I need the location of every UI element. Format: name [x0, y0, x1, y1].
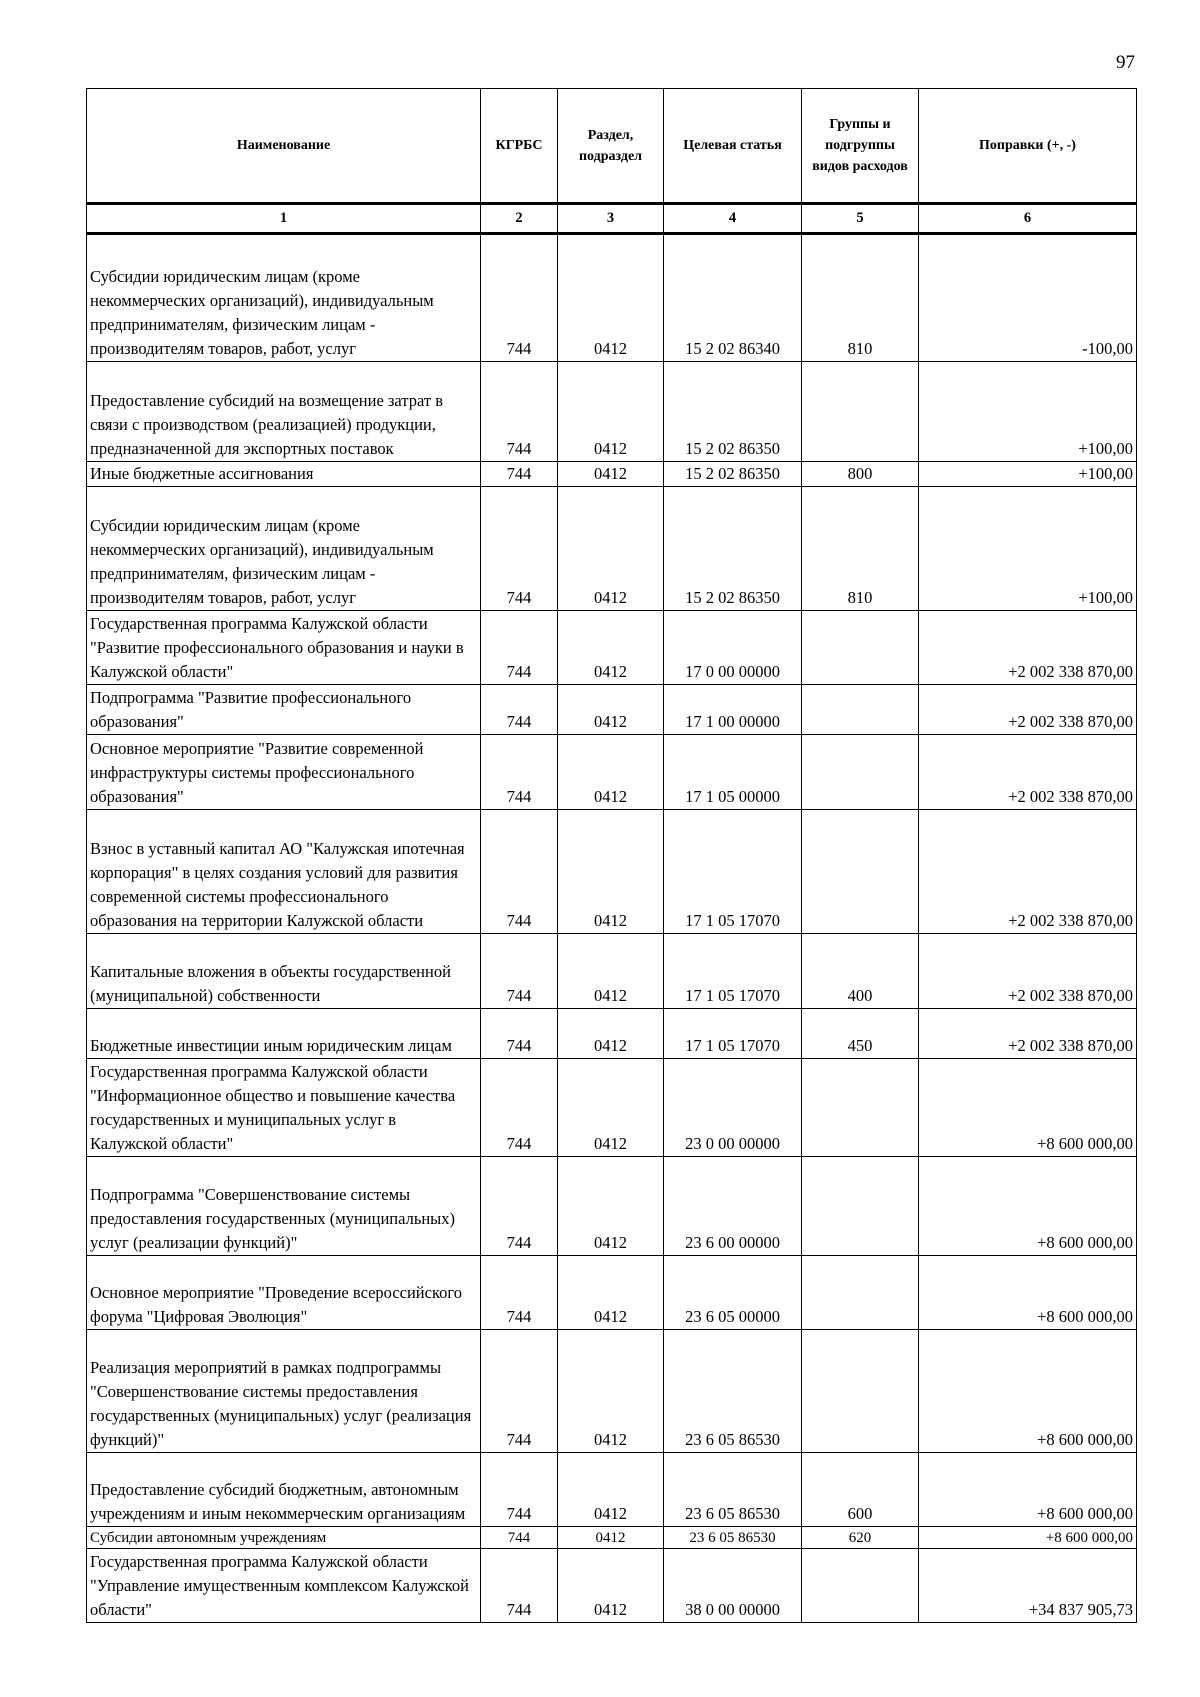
row-kgrbs: 744	[481, 1157, 558, 1256]
row-section: 0412	[558, 934, 664, 1009]
row-target: 15 2 02 86350	[664, 462, 802, 487]
table-row	[87, 611, 1137, 685]
row-group	[802, 685, 919, 735]
row-kgrbs: 744	[481, 1330, 558, 1453]
row-group	[802, 1157, 919, 1256]
row-target: 17 1 05 00000	[664, 735, 802, 810]
column-number: 3	[558, 204, 664, 234]
row-amount: +100,00	[919, 487, 1137, 611]
row-kgrbs: 744	[481, 487, 558, 611]
row-name: Иные бюджетные ассигнования	[87, 462, 481, 487]
table-row	[87, 487, 1137, 611]
row-name: Предоставление субсидий бюджетным, автономным учреждениям и иным некоммерческим организациям	[87, 1453, 481, 1527]
row-kgrbs: 744	[481, 735, 558, 810]
row-kgrbs: 744	[481, 1256, 558, 1330]
row-section: 0412	[558, 1549, 664, 1623]
row-target: 17 1 05 17070	[664, 810, 802, 934]
row-group	[802, 1256, 919, 1330]
row-amount: +8 600 000,00	[919, 1157, 1137, 1256]
row-kgrbs: 744	[481, 234, 558, 362]
table-row	[87, 362, 1137, 462]
page-number: 97	[1116, 52, 1135, 73]
row-target: 23 6 05 86530	[664, 1453, 802, 1527]
table-header-row	[87, 89, 1137, 204]
row-section: 0412	[558, 810, 664, 934]
row-amount: +8 600 000,00	[919, 1527, 1137, 1549]
column-number: 5	[802, 204, 919, 234]
row-target: 23 6 05 86530	[664, 1527, 802, 1549]
row-kgrbs: 744	[481, 1453, 558, 1527]
row-section: 0412	[558, 362, 664, 462]
row-section: 0412	[558, 234, 664, 362]
row-group	[802, 1059, 919, 1157]
row-section: 0412	[558, 1453, 664, 1527]
row-kgrbs: 744	[481, 1549, 558, 1623]
table-row	[87, 234, 1137, 362]
header-name: Наименование	[87, 89, 481, 204]
table-row	[87, 1527, 1137, 1549]
row-group	[802, 735, 919, 810]
row-group	[802, 362, 919, 462]
row-name: Предоставление субсидий на возмещение затрат в связи с производством (реализацией) продукции, предназначенной для экспортных поставок	[87, 362, 481, 462]
row-kgrbs: 744	[481, 1059, 558, 1157]
row-kgrbs: 744	[481, 1527, 558, 1549]
row-amount: +100,00	[919, 462, 1137, 487]
row-name: Субсидии юридическим лицам (кроме некоммерческих организаций), индивидуальным предпринимателям, физическим лицам - производителям товаров, работ, услуг	[87, 487, 481, 611]
table-row	[87, 1330, 1137, 1453]
row-amount: +8 600 000,00	[919, 1256, 1137, 1330]
row-group	[802, 611, 919, 685]
row-kgrbs: 744	[481, 685, 558, 735]
row-section: 0412	[558, 611, 664, 685]
column-number: 6	[919, 204, 1137, 234]
row-name: Капитальные вложения в объекты государственной (муниципальной) собственности	[87, 934, 481, 1009]
row-section: 0412	[558, 1527, 664, 1549]
row-group: 810	[802, 234, 919, 362]
row-amount: +2 002 338 870,00	[919, 934, 1137, 1009]
row-group: 620	[802, 1527, 919, 1549]
header-amendments: Поправки (+, -)	[919, 89, 1137, 204]
table-row	[87, 462, 1137, 487]
row-target: 23 6 00 00000	[664, 1157, 802, 1256]
column-number-row	[87, 204, 1137, 234]
row-target: 17 0 00 00000	[664, 611, 802, 685]
header-section: Раздел, подраздел	[558, 89, 664, 204]
row-group: 600	[802, 1453, 919, 1527]
row-section: 0412	[558, 735, 664, 810]
row-name: Государственная программа Калужской области "Развитие профессионального образования и науки в Калужской области"	[87, 611, 481, 685]
row-name: Государственная программа Калужской области "Информационное общество и повышение качества государственных и муниципальных услуг в Калужской области"	[87, 1059, 481, 1157]
row-section: 0412	[558, 487, 664, 611]
row-name: Бюджетные инвестиции иным юридическим лицам	[87, 1009, 481, 1059]
row-kgrbs: 744	[481, 462, 558, 487]
column-number: 2	[481, 204, 558, 234]
row-target: 23 6 05 86530	[664, 1330, 802, 1453]
row-amount: +8 600 000,00	[919, 1453, 1137, 1527]
row-target: 17 1 00 00000	[664, 685, 802, 735]
row-kgrbs: 744	[481, 810, 558, 934]
row-amount: +34 837 905,73	[919, 1549, 1137, 1623]
row-amount: +2 002 338 870,00	[919, 735, 1137, 810]
row-target: 17 1 05 17070	[664, 1009, 802, 1059]
row-name: Реализация мероприятий в рамках подпрограммы "Совершенствование системы предоставления государственных (муниципальных) услуг (реализация функций)"	[87, 1330, 481, 1453]
row-section: 0412	[558, 1256, 664, 1330]
budget-amendments-table	[86, 88, 1137, 1623]
table-row	[87, 1009, 1137, 1059]
row-target: 15 2 02 86340	[664, 234, 802, 362]
table-row	[87, 685, 1137, 735]
header-target: Целевая статья	[664, 89, 802, 204]
row-name: Подпрограмма "Развитие профессионального образования"	[87, 685, 481, 735]
row-amount: +2 002 338 870,00	[919, 810, 1137, 934]
row-amount: +2 002 338 870,00	[919, 611, 1137, 685]
row-amount: +8 600 000,00	[919, 1330, 1137, 1453]
table-row	[87, 735, 1137, 810]
table-row	[87, 1453, 1137, 1527]
row-group	[802, 1549, 919, 1623]
row-section: 0412	[558, 1330, 664, 1453]
column-number: 4	[664, 204, 802, 234]
row-amount: +8 600 000,00	[919, 1059, 1137, 1157]
table-row	[87, 1157, 1137, 1256]
row-name: Государственная программа Калужской области "Управление имущественным комплексом Калужской области"	[87, 1549, 481, 1623]
row-name: Основное мероприятие "Проведение всероссийского форума "Цифровая Эволюция"	[87, 1256, 481, 1330]
row-group	[802, 810, 919, 934]
row-name: Субсидии автономным учреждениям	[87, 1527, 481, 1549]
row-group: 450	[802, 1009, 919, 1059]
table-row	[87, 934, 1137, 1009]
table-row	[87, 1256, 1137, 1330]
row-section: 0412	[558, 1009, 664, 1059]
row-section: 0412	[558, 1059, 664, 1157]
row-group: 800	[802, 462, 919, 487]
row-kgrbs: 744	[481, 362, 558, 462]
row-name: Подпрограмма "Совершенствование системы предоставления государственных (муниципальных) услуг (реализации функций)"	[87, 1157, 481, 1256]
row-amount: +2 002 338 870,00	[919, 685, 1137, 735]
row-target: 17 1 05 17070	[664, 934, 802, 1009]
row-amount: +2 002 338 870,00	[919, 1009, 1137, 1059]
row-group	[802, 1330, 919, 1453]
row-target: 23 0 00 00000	[664, 1059, 802, 1157]
row-kgrbs: 744	[481, 1009, 558, 1059]
table-row	[87, 810, 1137, 934]
row-target: 23 6 05 00000	[664, 1256, 802, 1330]
row-group: 810	[802, 487, 919, 611]
row-name: Субсидии юридическим лицам (кроме некоммерческих организаций), индивидуальным предпринимателям, физическим лицам - производителям товаров, работ, услуг	[87, 234, 481, 362]
row-name: Взнос в уставный капитал АО "Калужская ипотечная корпорация" в целях создания условий для развития современной системы профессионального образования на территории Калужской области	[87, 810, 481, 934]
row-kgrbs: 744	[481, 611, 558, 685]
row-amount: -100,00	[919, 234, 1137, 362]
table-row	[87, 1059, 1137, 1157]
row-target: 15 2 02 86350	[664, 362, 802, 462]
row-section: 0412	[558, 685, 664, 735]
row-target: 15 2 02 86350	[664, 487, 802, 611]
header-kgrbs: КГРБС	[481, 89, 558, 204]
column-number: 1	[87, 204, 481, 234]
table-row	[87, 1549, 1137, 1623]
header-groups: Группы и подгруппы видов расходов	[802, 89, 919, 204]
row-name: Основное мероприятие "Развитие современной инфраструктуры системы профессионального образования"	[87, 735, 481, 810]
row-section: 0412	[558, 1157, 664, 1256]
row-group: 400	[802, 934, 919, 1009]
row-section: 0412	[558, 462, 664, 487]
row-amount: +100,00	[919, 362, 1137, 462]
row-target: 38 0 00 00000	[664, 1549, 802, 1623]
row-kgrbs: 744	[481, 934, 558, 1009]
